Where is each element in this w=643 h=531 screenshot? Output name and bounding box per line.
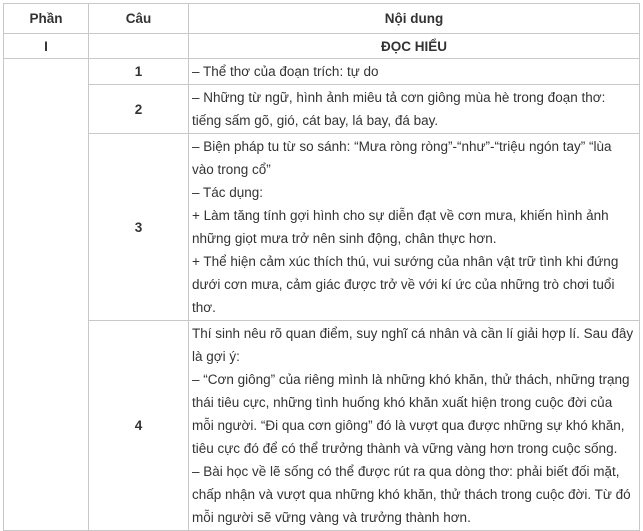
answer-content (189, 134, 640, 321)
answer-line: – Bài học về lẽ sống có thể được rút ra qua dòng thơ: phải biết đối mặt, chấp nhận và vượt qua những khó khăn, thử thách trong cuộc đời. Từ đó mỗi người sẽ vững vàng và trưởng thành hơn. (192, 464, 631, 525)
section-title: ĐỌC HIỂU (189, 34, 640, 59)
header-content: Nội dung (189, 4, 640, 34)
answer-line: – Thể thơ của đoạn trích: tự do (192, 64, 379, 79)
answer-line: – Biện pháp tu từ so sánh: “Mưa ròng ròng”-“như”-“triệu ngón tay” “lùa vào trong cổ” (192, 139, 612, 177)
header-part: Phần (4, 4, 89, 34)
question-number: 1 (89, 59, 189, 85)
answer-key-table (3, 3, 640, 531)
answer-content (189, 85, 640, 134)
header-question: Câu (89, 4, 189, 34)
question-number: 4 (89, 321, 189, 531)
part-empty-cell (4, 59, 89, 531)
answer-content (189, 321, 640, 531)
section-part: I (4, 34, 89, 59)
question-number: 2 (89, 85, 189, 134)
section-empty-cell (89, 34, 189, 59)
answer-line: – Tác dụng: (192, 185, 264, 200)
answer-line: – “Cơn giông” của riêng mình là những khó khăn, thử thách, những trạng thái tiêu cực, những tình huống khó khăn xuất hiện trong cuộc đời của mỗi người. “Đi qua cơn giông” đó là vượt qua được những sự khó khăn, tiêu cực đó để có thể trưởng thành và vững vàng hơn trong cuộc sống. (192, 372, 630, 456)
answer-line: Thí sinh nêu rõ quan điểm, suy nghĩ cá nhân và cần lí giải hợp lí. Sau đây là gợi ý: (192, 326, 634, 364)
section-row (4, 34, 640, 59)
question-row-3 (4, 134, 640, 321)
answer-line: + Làm tăng tính gợi hình cho sự diễn đạt về cơn mưa, khiến hình ảnh những giọt mưa trở nên sinh động, chân thực hơn. (192, 208, 609, 246)
question-row-1 (4, 59, 640, 85)
answer-line: – Những từ ngữ, hình ảnh miêu tả cơn giông mùa hè trong đoạn thơ: tiếng sấm gõ, gió, cát bay, lá bay, đá bay. (192, 90, 606, 128)
header-row (4, 4, 640, 34)
answer-content (189, 59, 640, 85)
question-row-2 (4, 85, 640, 134)
question-number: 3 (89, 134, 189, 321)
question-row-4 (4, 321, 640, 531)
answer-line: + Thể hiện cảm xúc thích thú, vui sướng của nhân vật trữ tình khi đứng dưới cơn mưa, cảm giác được trở về với kí ức của những trò chơi tuổi thơ. (192, 254, 619, 315)
